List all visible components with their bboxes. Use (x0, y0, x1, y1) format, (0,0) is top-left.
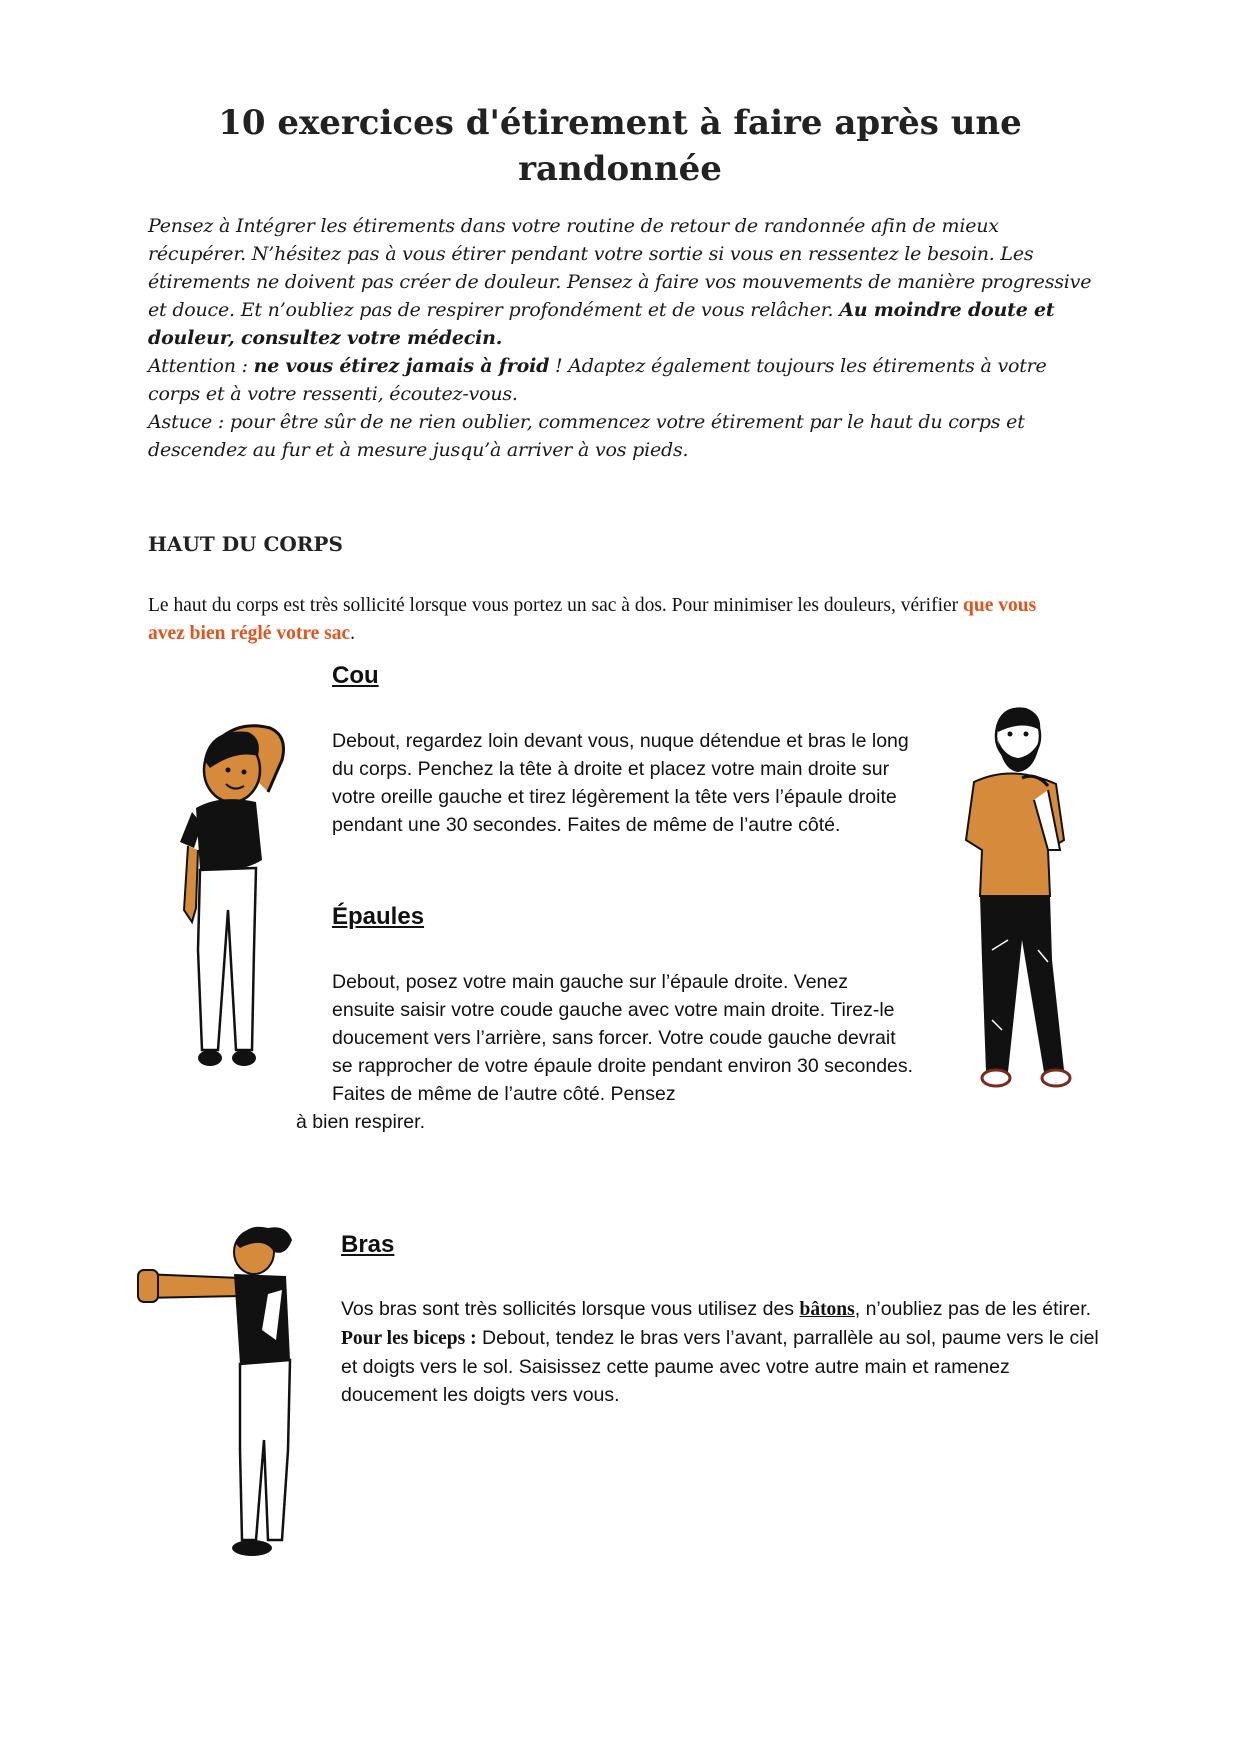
biceps-text: Debout, tendez le bras vers l’avant, parrallèle au sol, paume vers le ciel et doigts vers le sol. Saisissez cette paume avec votre autre main et ramenez doucement les doigts vers vous. (341, 1327, 1099, 1406)
arm-stretch-illustration (136, 1220, 316, 1570)
intro-paragraph (148, 212, 1098, 464)
section-intro-end: . (350, 623, 356, 644)
shoulder-stretch-illustration (952, 700, 1082, 1100)
exercise-text-bras-intro (341, 1295, 1101, 1324)
intro-text-1 (148, 212, 1098, 352)
sac-reglage-link[interactable]: que vous avez bien réglé votre sac (148, 595, 1037, 644)
exercise-text-epaules (296, 968, 916, 1136)
section-intro (148, 592, 1048, 648)
exercise-text-epaules-end: à bien respirer. (296, 1111, 425, 1133)
section-title-haut-du-corps: HAUT DU CORPS (148, 532, 343, 556)
intro-text-3: Astuce : pour être sûr de ne rien oublier, commencez votre étirement par le haut du corps et descendez au fur et à mesure jusqu’à arriver à vos pieds. (148, 411, 1025, 461)
exercise-title-cou: Cou (332, 662, 379, 689)
intro-text-1-body: Pensez à Intégrer les étirements dans votre routine de retour de randonnée afin de mieux récupérer. N’hésitez pas à vous étirer pendant votre sortie si vous en ressentez le besoin. Les étirements ne doivent pas créer de douleur. Pensez à faire vos mouvements de manière progressive et douce. Et n’oubliez pas de respirer profondément et de vous relâcher. (148, 215, 1092, 321)
bras-intro-text: Vos bras sont très sollicités lorsque vous utilisez des (341, 1298, 800, 1320)
batons-link[interactable]: bâtons (799, 1299, 855, 1320)
neck-stretch-illustration (170, 710, 310, 1090)
intro-warning: Au moindre doute et douleur, consultez votre médecin. (148, 299, 1055, 349)
section-intro-text: Le haut du corps est très sollicité lorsque vous portez un sac à dos. Pour minimiser les douleurs, vérifier (148, 595, 964, 616)
exercise-title-epaules: Épaules (332, 903, 425, 930)
intro-text-2 (148, 352, 1098, 408)
bras-intro-end: , n’oubliez pas de les étirer. (854, 1298, 1092, 1320)
attention-label: Attention : (148, 355, 254, 377)
attention-bold: ne vous étirez jamais à froid (253, 355, 550, 377)
attention-text: ! Adaptez également toujours les étirements à votre corps et à votre ressenti, écoutez-vous. (148, 355, 1047, 405)
exercise-text-bras (341, 1295, 1101, 1409)
exercise-text-biceps (341, 1324, 1101, 1409)
biceps-label: Pour les biceps : (341, 1328, 477, 1349)
exercise-title-bras: Bras (341, 1231, 395, 1258)
exercise-text-cou: Debout, regardez loin devant vous, nuque détendue et bras le long du corps. Penchez la tête à droite et placez votre main droite sur votre oreille gauche et tirez légèrement la tête vers l’épaule droite pendant une 30 secondes. Faites de même de l’autre côté. (332, 730, 909, 836)
exercise-text-epaules-body: Debout, posez votre main gauche sur l’épaule droite. Venez ensuite saisir votre coude gauche avec votre main droite. Tirez-le doucement vers l’arrière, sans forcer. Votre coude gauche devrait se rapprocher de votre épaule droite pendant environ 30 secondes. Faites de même de l’autre côté. Pensez (332, 971, 914, 1105)
document-title: 10 exercices d'étirement à faire après une randonnée (218, 103, 1022, 189)
